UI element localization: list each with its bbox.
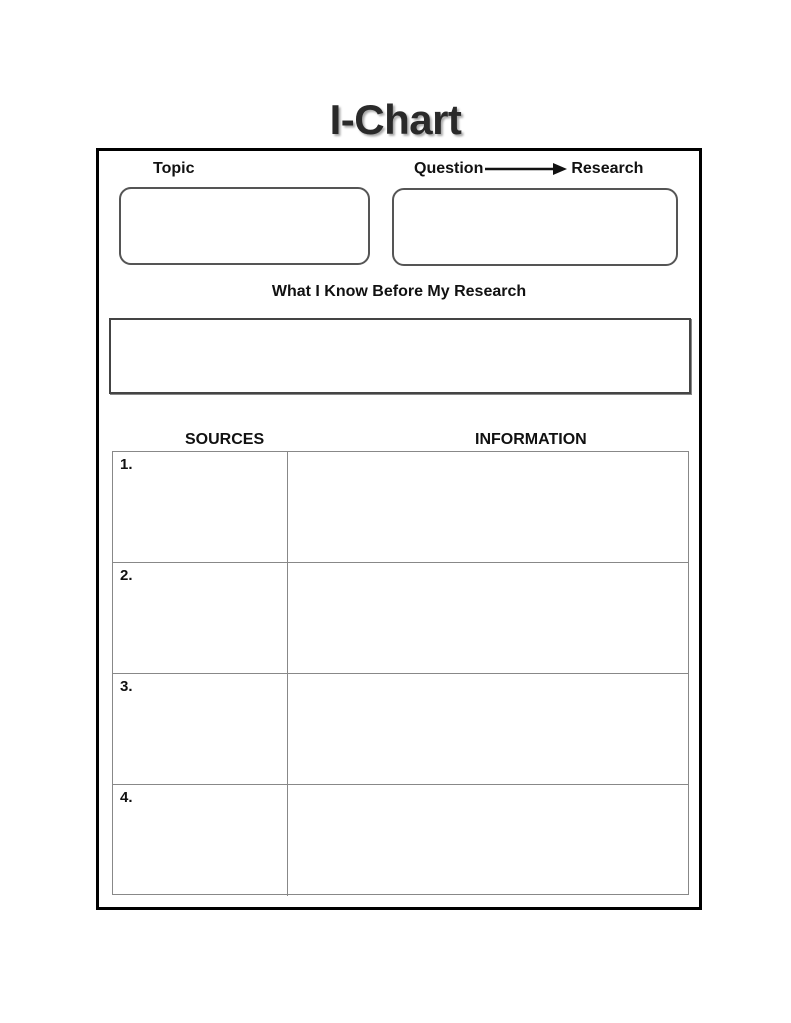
information-column-header: INFORMATION xyxy=(475,431,587,448)
question-research-header xyxy=(414,160,643,178)
prior-knowledge-label: What I Know Before My Research xyxy=(271,283,527,300)
row-number: 1. xyxy=(120,456,133,473)
sources-column-header: SOURCES xyxy=(185,431,265,448)
topic-label: Topic xyxy=(153,160,195,177)
right-arrow-icon xyxy=(485,162,569,176)
table-row xyxy=(113,452,688,563)
research-label: Research xyxy=(571,160,644,177)
i-chart-frame xyxy=(96,148,702,910)
source-cell[interactable] xyxy=(113,452,288,562)
source-cell[interactable] xyxy=(113,563,288,673)
information-cell[interactable] xyxy=(288,563,688,673)
page-title: I-Chart xyxy=(329,96,462,143)
table-row xyxy=(113,563,688,674)
sources-information-table xyxy=(112,451,689,895)
row-number: 2. xyxy=(120,567,133,584)
information-cell[interactable] xyxy=(288,674,688,784)
table-row xyxy=(113,785,688,896)
information-cell[interactable] xyxy=(288,452,688,562)
information-cell[interactable] xyxy=(288,785,688,896)
row-number: 3. xyxy=(120,678,133,695)
topic-field[interactable] xyxy=(119,187,370,265)
row-number: 4. xyxy=(120,789,133,806)
question-label: Question xyxy=(414,160,484,177)
source-cell[interactable] xyxy=(113,785,288,896)
source-cell[interactable] xyxy=(113,674,288,784)
prior-knowledge-field[interactable] xyxy=(109,318,691,394)
table-row xyxy=(113,674,688,785)
question-field[interactable] xyxy=(392,188,678,266)
